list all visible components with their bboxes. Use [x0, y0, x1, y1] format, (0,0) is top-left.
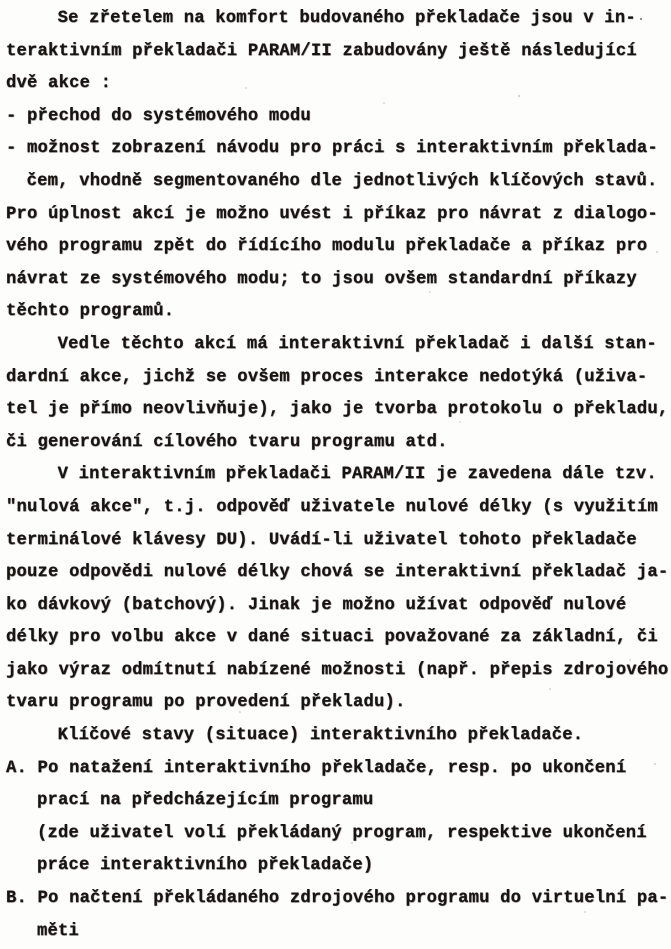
text-line: - přechod do systémového modu — [6, 106, 311, 126]
document-text — [6, 3, 671, 948]
text-line: čem, vhodně segmentovaného dle jednotlivých klíčových stavů. — [26, 171, 658, 191]
text-line: jako výraz odmítnutí nabízené možnosti (např. přepis zdrojového — [6, 660, 669, 680]
text-line: pouze odpovědi nulové délky chová se interaktivní překladač ja- — [6, 563, 669, 583]
text-line: těchto programů. — [6, 302, 175, 322]
text-line: či generování cílového tvaru programu atd. — [6, 432, 448, 452]
text-line: tel je přímo neovlivňuje), jako je tvorba protokolu o překladu, — [6, 400, 669, 420]
text-line: práce interaktivního překladače) — [36, 856, 374, 876]
text-line: délky pro volbu akce v dané situaci považované za základní, či — [6, 628, 658, 648]
text-line: návrat ze systémového modu; to jsou ovšem standardní příkazy — [6, 269, 637, 289]
text-line: ko dávkový (batchový). Jinak je možno užívat odpověď nulové — [6, 595, 627, 615]
text-line: prací na předcházejícím programu — [36, 791, 374, 811]
text-line: tvaru programu po provedení překladu). — [6, 693, 406, 713]
text-line: dvě akce : — [6, 74, 112, 94]
text-line: - možnost zobrazení návodu pro práci s interaktivním překlada- — [6, 139, 658, 159]
text-line: (zde uživatel volí překládaný program, respektive ukončení — [36, 823, 647, 843]
text-line: Se zřetelem na komfort budovaného překladače jsou v in- — [57, 9, 636, 28]
text-line: vého programu zpět do řídícího modulu překladače a příkaz pro — [6, 237, 648, 257]
text-line: měti — [36, 921, 79, 941]
text-line: A. Po natažení interaktivního překladače, resp. po ukončení — [6, 758, 627, 778]
text-line: "nulová akce", t.j. odpověď uživatele nulové délky (s využitím — [6, 497, 658, 517]
text-line: V interaktivním překladači PARAM/II je zavedena dále tzv. — [57, 465, 657, 485]
text-line: Pro úplnost akcí je možno uvést i příkaz pro návrat z dialogo- — [6, 204, 658, 224]
text-line: Vedle těchto akcí má interaktivní překladač i další stan- — [57, 334, 657, 354]
text-line: teraktivním překladači PARAM/II zabudovány ještě následující — [6, 41, 637, 61]
text-line: B. Po načtení překládaného zdrojového programu do virtuelní pa- — [6, 889, 669, 909]
text-line: terminálové klávesy DU). Uvádí-li uživatel tohoto překladače — [6, 530, 637, 550]
text-line: dardní akce, jichž se ovšem proces interakce nedotýká (uživa- — [6, 367, 648, 387]
text-line: Klíčové stavy (situace) interaktivního překladače. — [57, 726, 584, 746]
